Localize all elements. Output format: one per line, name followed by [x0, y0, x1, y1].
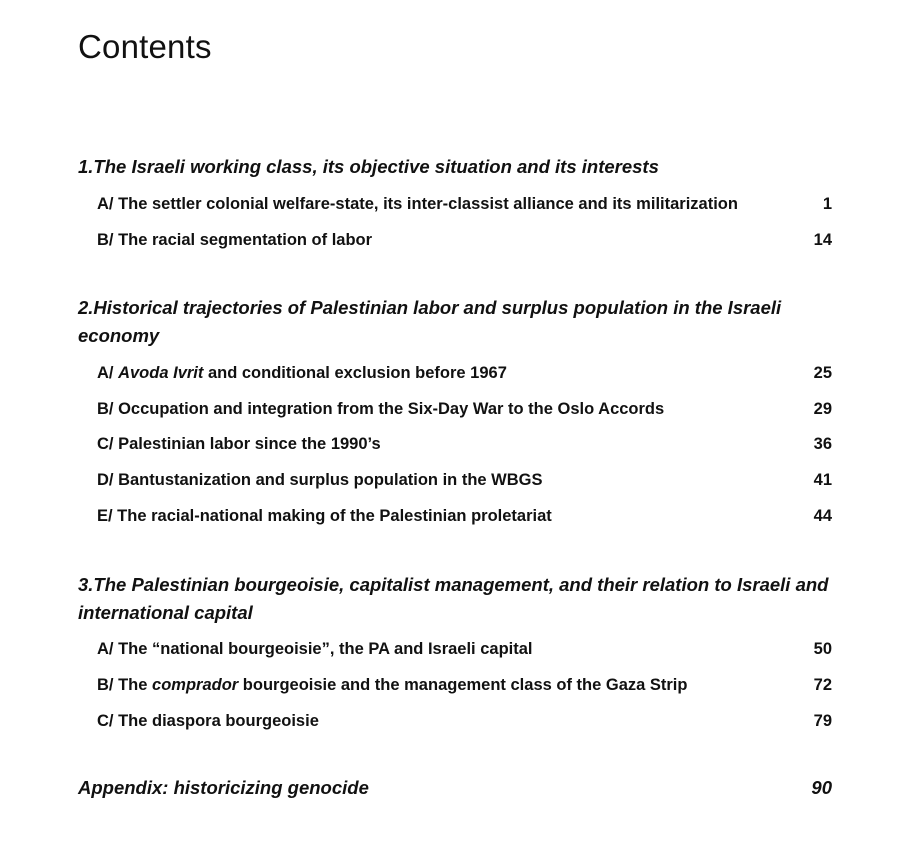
toc-entry-label: C/ Palestinian labor since the 1990’s [97, 435, 381, 453]
page-title: Contents [78, 28, 212, 65]
toc-entry[interactable] [97, 397, 832, 421]
toc-entry-label: B/ Occupation and integration from the Six-Day War to the Oslo Accords [97, 400, 665, 418]
toc-entry-label: C/ The diaspora bourgeoisie [97, 712, 319, 730]
appendix-entry[interactable] [78, 775, 832, 801]
toc-entry-page-number: 50 [813, 640, 832, 658]
toc-entry-label: A/ Avoda Ivrit and conditional exclusion before 1967 [97, 364, 507, 382]
appendix-page-number: 90 [811, 777, 832, 798]
toc-entry-label: B/ The racial segmentation of labor [97, 231, 373, 249]
toc-entry-page-number: 72 [813, 676, 832, 694]
appendix-label: Appendix: historicizing genocide [78, 777, 369, 798]
toc-entry[interactable] [97, 504, 832, 528]
toc-entry[interactable] [97, 361, 832, 385]
toc-entry[interactable] [97, 709, 832, 733]
toc-entry-label: E/ The racial-national making of the Palestinian proletariat [97, 507, 552, 525]
toc-entry-page-number: 1 [822, 195, 832, 213]
toc-entry-label: A/ The settler colonial welfare-state, its inter-classist alliance and its militarization [97, 195, 738, 213]
toc-entry-page-number: 79 [813, 712, 832, 730]
toc-entry-label: B/ The comprador bourgeoisie and the management class of the Gaza Strip [97, 676, 688, 694]
toc-entry-label: A/ The “national bourgeoisie”, the PA and Israeli capital [97, 640, 533, 658]
chapter-1-heading[interactable]: 1.The Israeli working class, its objective situation and its interests [78, 156, 659, 177]
toc-entry[interactable] [97, 432, 832, 456]
toc-entry-page-number: 44 [813, 507, 832, 525]
chapter-2-heading[interactable]: 2.Historical trajectories of Palestinian labor and surplus population in the Israeli economy [78, 297, 782, 346]
toc-entry-page-number: 41 [813, 471, 832, 489]
toc-entry-label: D/ Bantustanization and surplus population in the WBGS [97, 471, 543, 489]
toc-entry[interactable] [97, 673, 832, 697]
toc-entry[interactable] [97, 228, 832, 252]
toc-entry[interactable] [97, 468, 832, 492]
chapter-3-heading[interactable]: 3.The Palestinian bourgeoisie, capitalist management, and their relation to Israeli and international capital [78, 574, 829, 623]
toc-entry-page-number: 29 [813, 400, 832, 418]
toc-entry[interactable] [97, 637, 832, 661]
toc-entry[interactable] [97, 192, 832, 216]
toc-entry-page-number: 25 [813, 364, 832, 382]
toc-entry-page-number: 36 [813, 435, 832, 453]
toc-entry-page-number: 14 [813, 231, 832, 249]
